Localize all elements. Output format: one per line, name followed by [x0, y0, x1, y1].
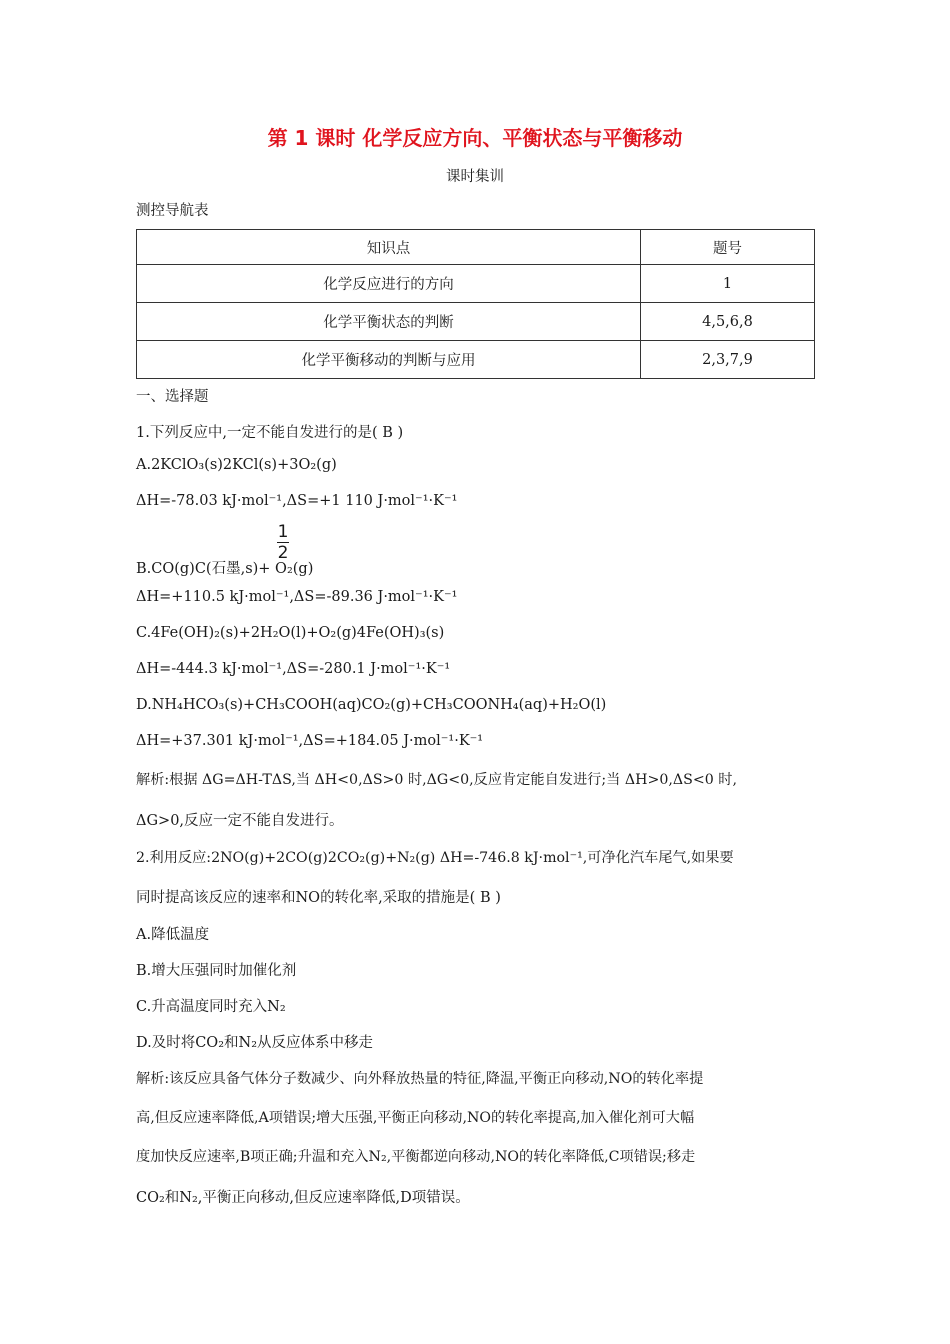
q1-option-b-data: ΔH=+110.5 kJ·mol⁻¹,ΔS=-89.36 J·mol⁻¹·K⁻¹: [136, 589, 458, 605]
q1-option-b: B.CO(g)C(石墨,s)+ O₂(g): [136, 561, 314, 577]
question-2-stem-line-2: 同时提高该反应的速率和NO的转化率,采取的措施是( B ): [136, 890, 501, 906]
section-heading: 一、选择题: [136, 389, 209, 405]
q2-option-a: A.降低温度: [136, 927, 210, 943]
table-cell: 4,5,6,8: [641, 303, 815, 341]
table-cell: 化学平衡状态的判断: [137, 303, 641, 341]
nav-table: [136, 229, 815, 379]
q2-option-d: D.及时将CO₂和N₂从反应体系中移走: [136, 1035, 374, 1051]
q2-explanation-line-3: 度加快反应速率,B项正确;升温和充入N₂,平衡都逆向移动,NO的转化率降低,C项错误;移走: [136, 1149, 696, 1165]
nav-table-label: 测控导航表: [136, 203, 209, 219]
table-header-row: [137, 230, 815, 265]
q1-option-c: C.4Fe(OH)₂(s)+2H₂O(l)+O₂(g)4Fe(OH)₃(s): [136, 625, 445, 641]
table-cell: 化学平衡移动的判断与应用: [137, 341, 641, 379]
q1-option-d: D.NH₄HCO₃(s)+CH₃COOH(aq)CO₂(g)+CH₃COONH₄(aq)+H₂O(l): [136, 697, 607, 713]
table-header-cell: 知识点: [137, 230, 641, 265]
question-1-stem: 1.下列反应中,一定不能自发进行的是( B ): [136, 425, 404, 441]
q2-option-b: B.增大压强同时加催化剂: [136, 963, 297, 979]
q1-option-c-data: ΔH=-444.3 kJ·mol⁻¹,ΔS=-280.1 J·mol⁻¹·K⁻¹: [136, 661, 451, 677]
q1-option-a-data: ΔH=-78.03 kJ·mol⁻¹,ΔS=+1 110 J·mol⁻¹·K⁻¹: [136, 493, 458, 509]
q2-explanation-line-2: 高,但反应速率降低,A项错误;增大压强,平衡正向移动,NO的转化率提高,加入催化剂可大幅: [136, 1110, 695, 1126]
question-2-stem-line-1: 2.利用反应:2NO(g)+2CO(g)2CO₂(g)+N₂(g) ΔH=-746.8 kJ·mol⁻¹,可净化汽车尾气,如果要: [136, 850, 734, 866]
page-subtitle: 课时集训: [446, 169, 504, 185]
fraction-one-half: 1 2: [277, 522, 289, 563]
page-title: 第 1 课时 化学反应方向、平衡状态与平衡移动: [267, 126, 683, 150]
q2-option-c: C.升高温度同时充入N₂: [136, 999, 286, 1015]
q1-explanation-line-1: 解析:根据 ΔG=ΔH-TΔS,当 ΔH<0,ΔS>0 时,ΔG<0,反应肯定能自发进行;当 ΔH>0,ΔS<0 时,: [136, 772, 737, 788]
q1-option-d-data: ΔH=+37.301 kJ·mol⁻¹,ΔS=+184.05 J·mol⁻¹·K⁻¹: [136, 733, 484, 749]
table-cell: 化学反应进行的方向: [137, 265, 641, 303]
q2-explanation-line-4: CO₂和N₂,平衡正向移动,但反应速率降低,D项错误。: [136, 1190, 470, 1206]
table-row: [137, 341, 815, 379]
table-cell: 1: [641, 265, 815, 303]
table-cell: 2,3,7,9: [641, 341, 815, 379]
table-row: [137, 265, 815, 303]
q1-explanation-line-2: ΔG>0,反应一定不能自发进行。: [136, 813, 344, 829]
table-row: [137, 303, 815, 341]
q1-option-a: A.2KClO₃(s)2KCl(s)+3O₂(g): [136, 457, 337, 473]
table-header-cell: 题号: [641, 230, 815, 265]
q2-explanation-line-1: 解析:该反应具备气体分子数减少、向外释放热量的特征,降温,平衡正向移动,NO的转化率提: [136, 1071, 704, 1087]
